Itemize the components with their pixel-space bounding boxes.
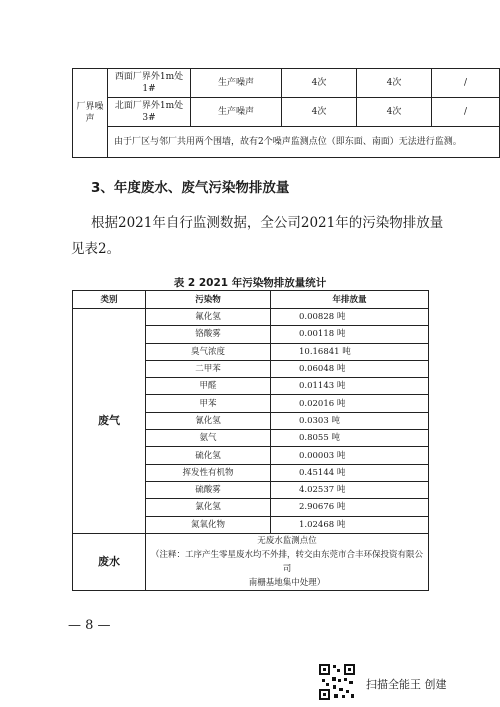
pollutant-cell: 氨气 xyxy=(146,430,271,447)
pollutant-cell: 挥发性有机物 xyxy=(146,464,271,481)
noise-category-cell: 厂界噪声 xyxy=(73,69,108,158)
pollutant-cell: 臭气浓度 xyxy=(146,343,271,360)
pollutant-cell: 硫酸雾 xyxy=(146,481,271,498)
pollutant-cell: 二甲苯 xyxy=(146,360,271,377)
amount-cell: 10.16841 吨 xyxy=(271,343,429,360)
water-category-cell: 废水 xyxy=(73,533,146,590)
table-row xyxy=(73,127,500,158)
plan-count-cell: 4次 xyxy=(282,98,357,127)
section-heading: 3、年度废水、废气污染物排放量 xyxy=(91,180,290,196)
monitoring-point-cell: 北面厂界外1m处3# xyxy=(108,98,191,127)
table-row xyxy=(73,69,500,98)
pollutant-cell: 氰化氢 xyxy=(146,412,271,429)
noise-footnote: 由于厂区与邻厂共用两个围墙，故有2个噪声监测点位（即东面、南面）无法进行监测。 xyxy=(108,127,500,158)
pollutant-cell: 铬酸雾 xyxy=(146,326,271,343)
amount-cell: 4.02537 吨 xyxy=(271,481,429,498)
pollutant-cell: 甲醛 xyxy=(146,378,271,395)
note-cell: / xyxy=(432,98,500,127)
monitoring-point-cell: 西面厂界外1m处1# xyxy=(108,69,191,98)
emission-table xyxy=(72,290,429,591)
water-description-cell xyxy=(146,533,429,590)
body-paragraph: 根据2021年自行监测数据，全公司2021年的污染物排放量见表2。 xyxy=(71,215,444,257)
header-category: 类别 xyxy=(73,291,146,309)
pollutant-cell: 氮氧化物 xyxy=(146,516,271,533)
table-caption: 表 2 2021 年污染物排放量统计 xyxy=(173,277,327,289)
qr-code-icon xyxy=(318,663,356,701)
water-line: （注释：工序产生零星废水均不外排，转交由东莞市合丰环保投资有限公司 xyxy=(150,549,423,574)
gas-category-cell: 废气 xyxy=(73,309,146,534)
actual-count-cell: 4次 xyxy=(357,69,432,98)
amount-cell: 0.0303 吨 xyxy=(271,412,429,429)
header-pollutant: 污染物 xyxy=(146,291,271,309)
amount-cell: 0.01143 吨 xyxy=(271,378,429,395)
actual-count-cell: 4次 xyxy=(357,98,432,127)
pollutant-cell: 硫化氢 xyxy=(146,447,271,464)
table-row xyxy=(73,309,429,326)
table-row xyxy=(73,533,429,590)
amount-cell: 0.8055 吨 xyxy=(271,430,429,447)
amount-cell: 0.00003 吨 xyxy=(271,447,429,464)
amount-cell: 0.00828 吨 xyxy=(271,309,429,326)
amount-cell: 0.06048 吨 xyxy=(271,360,429,377)
noise-type-cell: 生产噪声 xyxy=(191,98,282,127)
amount-cell: 2.90676 吨 xyxy=(271,499,429,516)
amount-cell: 0.45144 吨 xyxy=(271,464,429,481)
water-line: 无废水监测点位 xyxy=(257,535,317,546)
page-number: — 8 — xyxy=(68,618,111,633)
noise-monitoring-table xyxy=(72,68,500,158)
amount-cell: 0.00118 吨 xyxy=(271,326,429,343)
noise-type-cell: 生产噪声 xyxy=(191,69,282,98)
scanner-watermark: 扫描全能王 创建 xyxy=(366,678,447,691)
note-cell: / xyxy=(432,69,500,98)
amount-cell: 1.02468 吨 xyxy=(271,516,429,533)
amount-cell: 0.02016 吨 xyxy=(271,395,429,412)
table-header-row xyxy=(73,291,429,309)
header-amount: 年排放量 xyxy=(271,291,429,309)
water-line: 南栅基地集中处理） xyxy=(248,577,326,588)
pollutant-cell: 甲苯 xyxy=(146,395,271,412)
pollutant-cell: 氟化氢 xyxy=(146,309,271,326)
plan-count-cell: 4次 xyxy=(282,69,357,98)
pollutant-cell: 氯化氢 xyxy=(146,499,271,516)
table-row xyxy=(73,98,500,127)
